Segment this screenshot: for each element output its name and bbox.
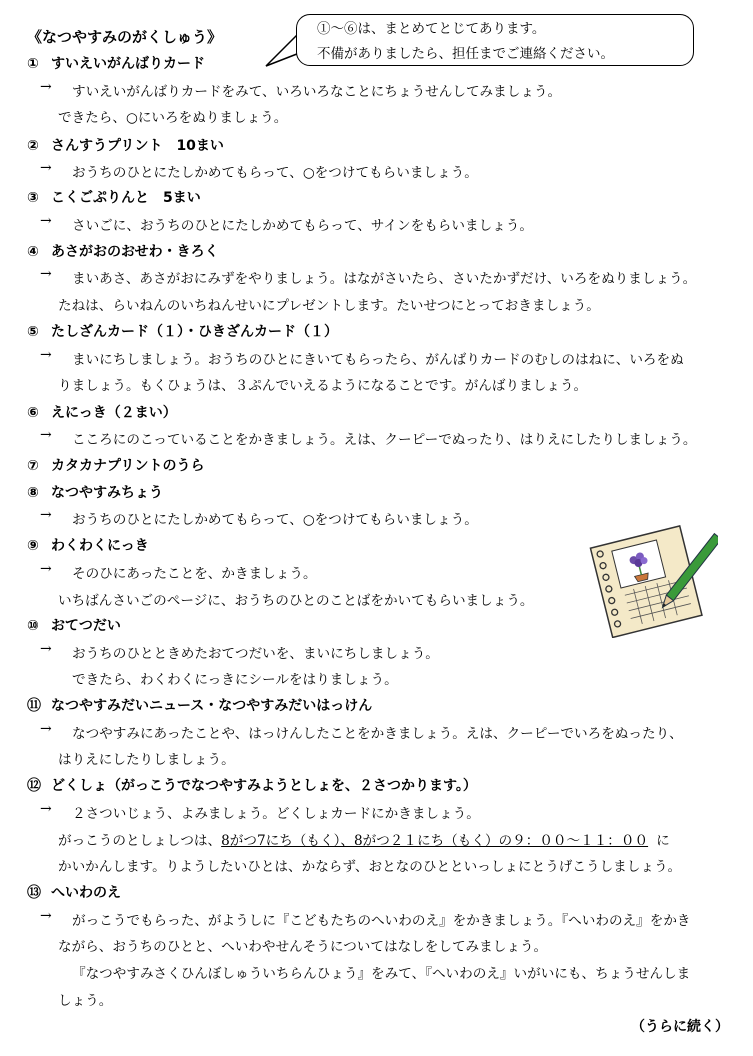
item-heading-1: ① すいえいがんばりカード (27, 56, 205, 72)
item-heading-7: ⑦ カタカナプリントのうら (27, 458, 205, 474)
arrow-icon: → (40, 79, 52, 95)
item-line: おうちのひとにたしかめてもらって、○をつけてもらいましょう。 (72, 165, 478, 181)
arrow-icon: → (40, 213, 52, 229)
item-line: まいあさ、あさがおにみずをやりましょう。はながさいたら、さいたかずだけ、いろをぬりましょう。 (72, 271, 697, 287)
arrow-icon: → (40, 561, 52, 577)
item-line: おうちのひとにたしかめてもらって、○をつけてもらいましょう。 (72, 512, 478, 528)
item-line: すいえいがんばりカードをみて、いろいろなことにちょうせんしてみましょう。 (72, 84, 562, 100)
item-heading-5: ⑤ たしざんカード（１）・ひきざんカード（１） (27, 324, 338, 340)
item-line: できたら、○にいろをぬりましょう。 (58, 110, 288, 126)
page-title: 《なつやすみのがくしゅう》 (27, 28, 223, 46)
arrow-icon: → (40, 641, 52, 657)
notice-line-2: 不備がありましたら、担任までご連絡ください。 (317, 46, 614, 62)
arrow-icon: → (40, 908, 52, 924)
item-line: がっこうのとしょしつは、8がつ7にち（もく）、8がつ２１にち（もく）の９：００～１１：００ に (58, 833, 670, 849)
item-heading-8: ⑧ なつやすみちょう (27, 485, 163, 501)
arrow-icon: → (40, 507, 52, 523)
item-heading-3: ③ こくごぷりんと 5まい (27, 190, 201, 206)
item-heading-2: ② さんすうプリント 10まい (27, 138, 224, 154)
item-heading-10: ⑩ おてつだい (27, 618, 121, 634)
item-line: さいごに、おうちのひとにたしかめてもらって、サインをもらいましょう。 (72, 218, 533, 234)
item-line: こころにのこっていることをかきましょう。えは、クーピーでぬったり、はりえにしたりしましょう。 (72, 432, 697, 448)
item-heading-11: ⑪ なつやすみだいニュース・なつやすみだいはっけん (27, 698, 373, 714)
item-heading-4: ④ あさがおのおせわ・きろく (27, 244, 219, 260)
arrow-icon: → (40, 266, 52, 282)
item-line: りましょう。もくひょうは、３ぷんでいえるようになることです。がんばりましょう。 (58, 378, 588, 394)
arrow-icon: → (40, 427, 52, 443)
item-line: いちばんさいごのページに、おうちのひとのことばをかいてもらいましょう。 (58, 593, 534, 609)
notice-line-1: ①～⑥は、まとめてとじてあります。 (317, 21, 546, 37)
arrow-icon: → (40, 160, 52, 176)
item-line: ながら、おうちのひとと、へいわやせんそうについてはなしをしてみましょう。 (58, 939, 548, 955)
item-line: はりえにしたりしましょう。 (58, 752, 235, 768)
item-line: そのひにあったことを、かきましょう。 (72, 566, 317, 582)
notice-bubble (296, 14, 694, 66)
item-heading-9: ⑨ わくわくにっき (27, 538, 149, 554)
arrow-icon: → (40, 347, 52, 363)
item-line: たねは、らいねんのいちねんせいにプレゼントします。たいせつにとっておきましょう。 (58, 298, 600, 314)
notebook-with-flower-and-pencil-icon (588, 520, 718, 638)
item-line: できたら、わくわくにっきにシールをはりましょう。 (72, 672, 398, 688)
continued-note: （うらに続く） (631, 1019, 729, 1035)
item-line: かいかんします。りようしたいひとは、かならず、おとなのひとといっしょにとうげこうしましょう。 (58, 859, 682, 875)
item-line: なつやすみにあったことや、はっけんしたことをかきましょう。えは、クーピーでいろをぬったり、 (72, 726, 683, 742)
item-heading-12: ⑫ どくしょ（がっこうでなつやすみようとしょを、２さつかります。） (27, 778, 477, 794)
item-line: しょう。 (58, 993, 113, 1009)
item-line: ２さついじょう、よみましょう。どくしょカードにかきましょう。 (72, 806, 480, 822)
item-heading-6: ⑥ えにっき（２まい） (27, 405, 177, 421)
library-dates: 8がつ7にち（もく）、8がつ２１にち（もく）の９：００～１１：００ (221, 833, 649, 849)
item-line: がっこうでもらった、がようしに『こどもたちのへいわのえ』をかきましょう。『へいわのえ』をかき (72, 913, 691, 929)
arrow-icon: → (40, 721, 52, 737)
item-line: おうちのひとときめたおてつだいを、まいにちしましょう。 (72, 646, 439, 662)
item-heading-13: ⑬ へいわのえ (27, 885, 121, 901)
item-line: まいにちしましょう。おうちのひとにきいてもらったら、がんばりカードのむしのはねに、いろをぬ (72, 352, 684, 368)
item-line: 『なつやすみさくひんぼしゅういちらんひょう』をみて、『へいわのえ』いがいにも、ちょうせんしま (72, 966, 691, 982)
arrow-icon: → (40, 801, 52, 817)
